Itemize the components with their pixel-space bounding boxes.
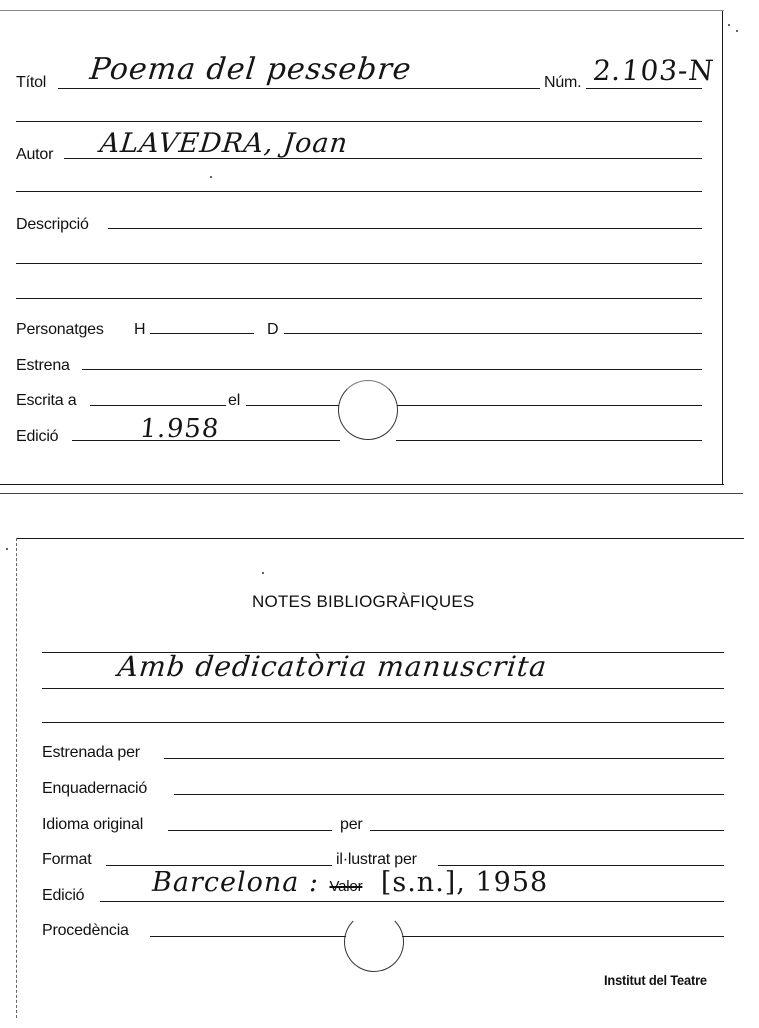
institution-footer: Institut del Teatre	[604, 972, 707, 988]
notes-heading: NOTES BIBLIOGRÀFIQUES	[252, 592, 475, 611]
d-line	[284, 333, 702, 334]
titol-handwritten-value: Poema del pessebre	[88, 52, 414, 87]
descripcio-line	[108, 228, 702, 229]
escrita-label: Escrita a	[16, 392, 77, 409]
blank-line	[16, 298, 702, 299]
autor-handwritten-value: ALAVEDRA, Joan	[98, 128, 350, 159]
scan-speck	[262, 572, 264, 574]
blank-line	[16, 121, 702, 122]
edicio2-struck-text: Valor	[329, 878, 363, 895]
blank-line	[16, 263, 702, 264]
estrena-line	[82, 369, 702, 370]
blank-line	[42, 722, 724, 723]
autor-label: Autor	[16, 146, 54, 163]
note-line-2	[42, 688, 724, 689]
card1-right-border	[722, 10, 723, 484]
enquadernacio-label: Enquadernació	[42, 780, 148, 797]
illustrat-label: il·lustrat per	[336, 851, 417, 868]
format-label: Format	[42, 851, 92, 868]
h-label: H	[134, 321, 146, 338]
card2-top-border	[16, 538, 744, 539]
descripcio-label: Descripció	[16, 216, 89, 233]
estrena-label: Estrena	[16, 357, 70, 374]
el-line-continued	[396, 405, 702, 406]
num-line	[586, 88, 702, 89]
card2-left-border	[16, 538, 17, 1018]
card1-bottom-border	[0, 484, 724, 485]
scan-speck	[728, 24, 730, 26]
d-label: D	[267, 321, 279, 338]
edicio2-line	[100, 901, 724, 902]
estrenada-label: Estrenada per	[42, 744, 140, 761]
scan-speck	[210, 176, 212, 178]
note-handwritten-value: Amb dedicatòria manuscrita	[116, 650, 549, 683]
el-label: el	[228, 392, 241, 409]
edicio-line-continued	[396, 440, 702, 441]
illustrat-line	[438, 865, 724, 866]
titol-label: Títol	[16, 74, 47, 91]
edicio-label: Edició	[16, 428, 59, 445]
edicio2-label: Edició	[42, 887, 85, 904]
punch-hole-bottom	[344, 912, 404, 972]
procedencia-line-continued	[402, 936, 724, 937]
personatges-label: Personatges	[16, 321, 104, 338]
h-line	[150, 333, 254, 334]
num-label: Núm.	[544, 74, 582, 91]
edicio2-publisher-year: [s.n.], 1958	[380, 867, 549, 898]
titol-line	[58, 88, 540, 89]
scan-speck	[6, 548, 8, 550]
card1-top-border	[0, 10, 724, 11]
scan-speck	[736, 30, 738, 32]
edicio-handwritten-value: 1.958	[138, 414, 222, 444]
scan-separator	[0, 493, 743, 494]
procedencia-line	[150, 936, 346, 937]
format-line	[106, 865, 332, 866]
per-label: per	[340, 816, 363, 833]
idioma-line	[168, 830, 332, 831]
edicio2-place: Barcelona :	[152, 867, 320, 898]
num-handwritten-value: 2.103-N	[591, 54, 716, 87]
escrita-line	[90, 405, 226, 406]
el-line	[246, 405, 340, 406]
punch-hole	[338, 380, 398, 440]
enquadernacio-line	[174, 794, 724, 795]
blank-line	[16, 191, 702, 192]
idioma-label: Idioma original	[42, 816, 144, 833]
estrenada-line	[164, 758, 724, 759]
per-line	[370, 830, 724, 831]
edicio2-handwritten-value	[152, 867, 548, 898]
procedencia-label: Procedència	[42, 922, 129, 939]
